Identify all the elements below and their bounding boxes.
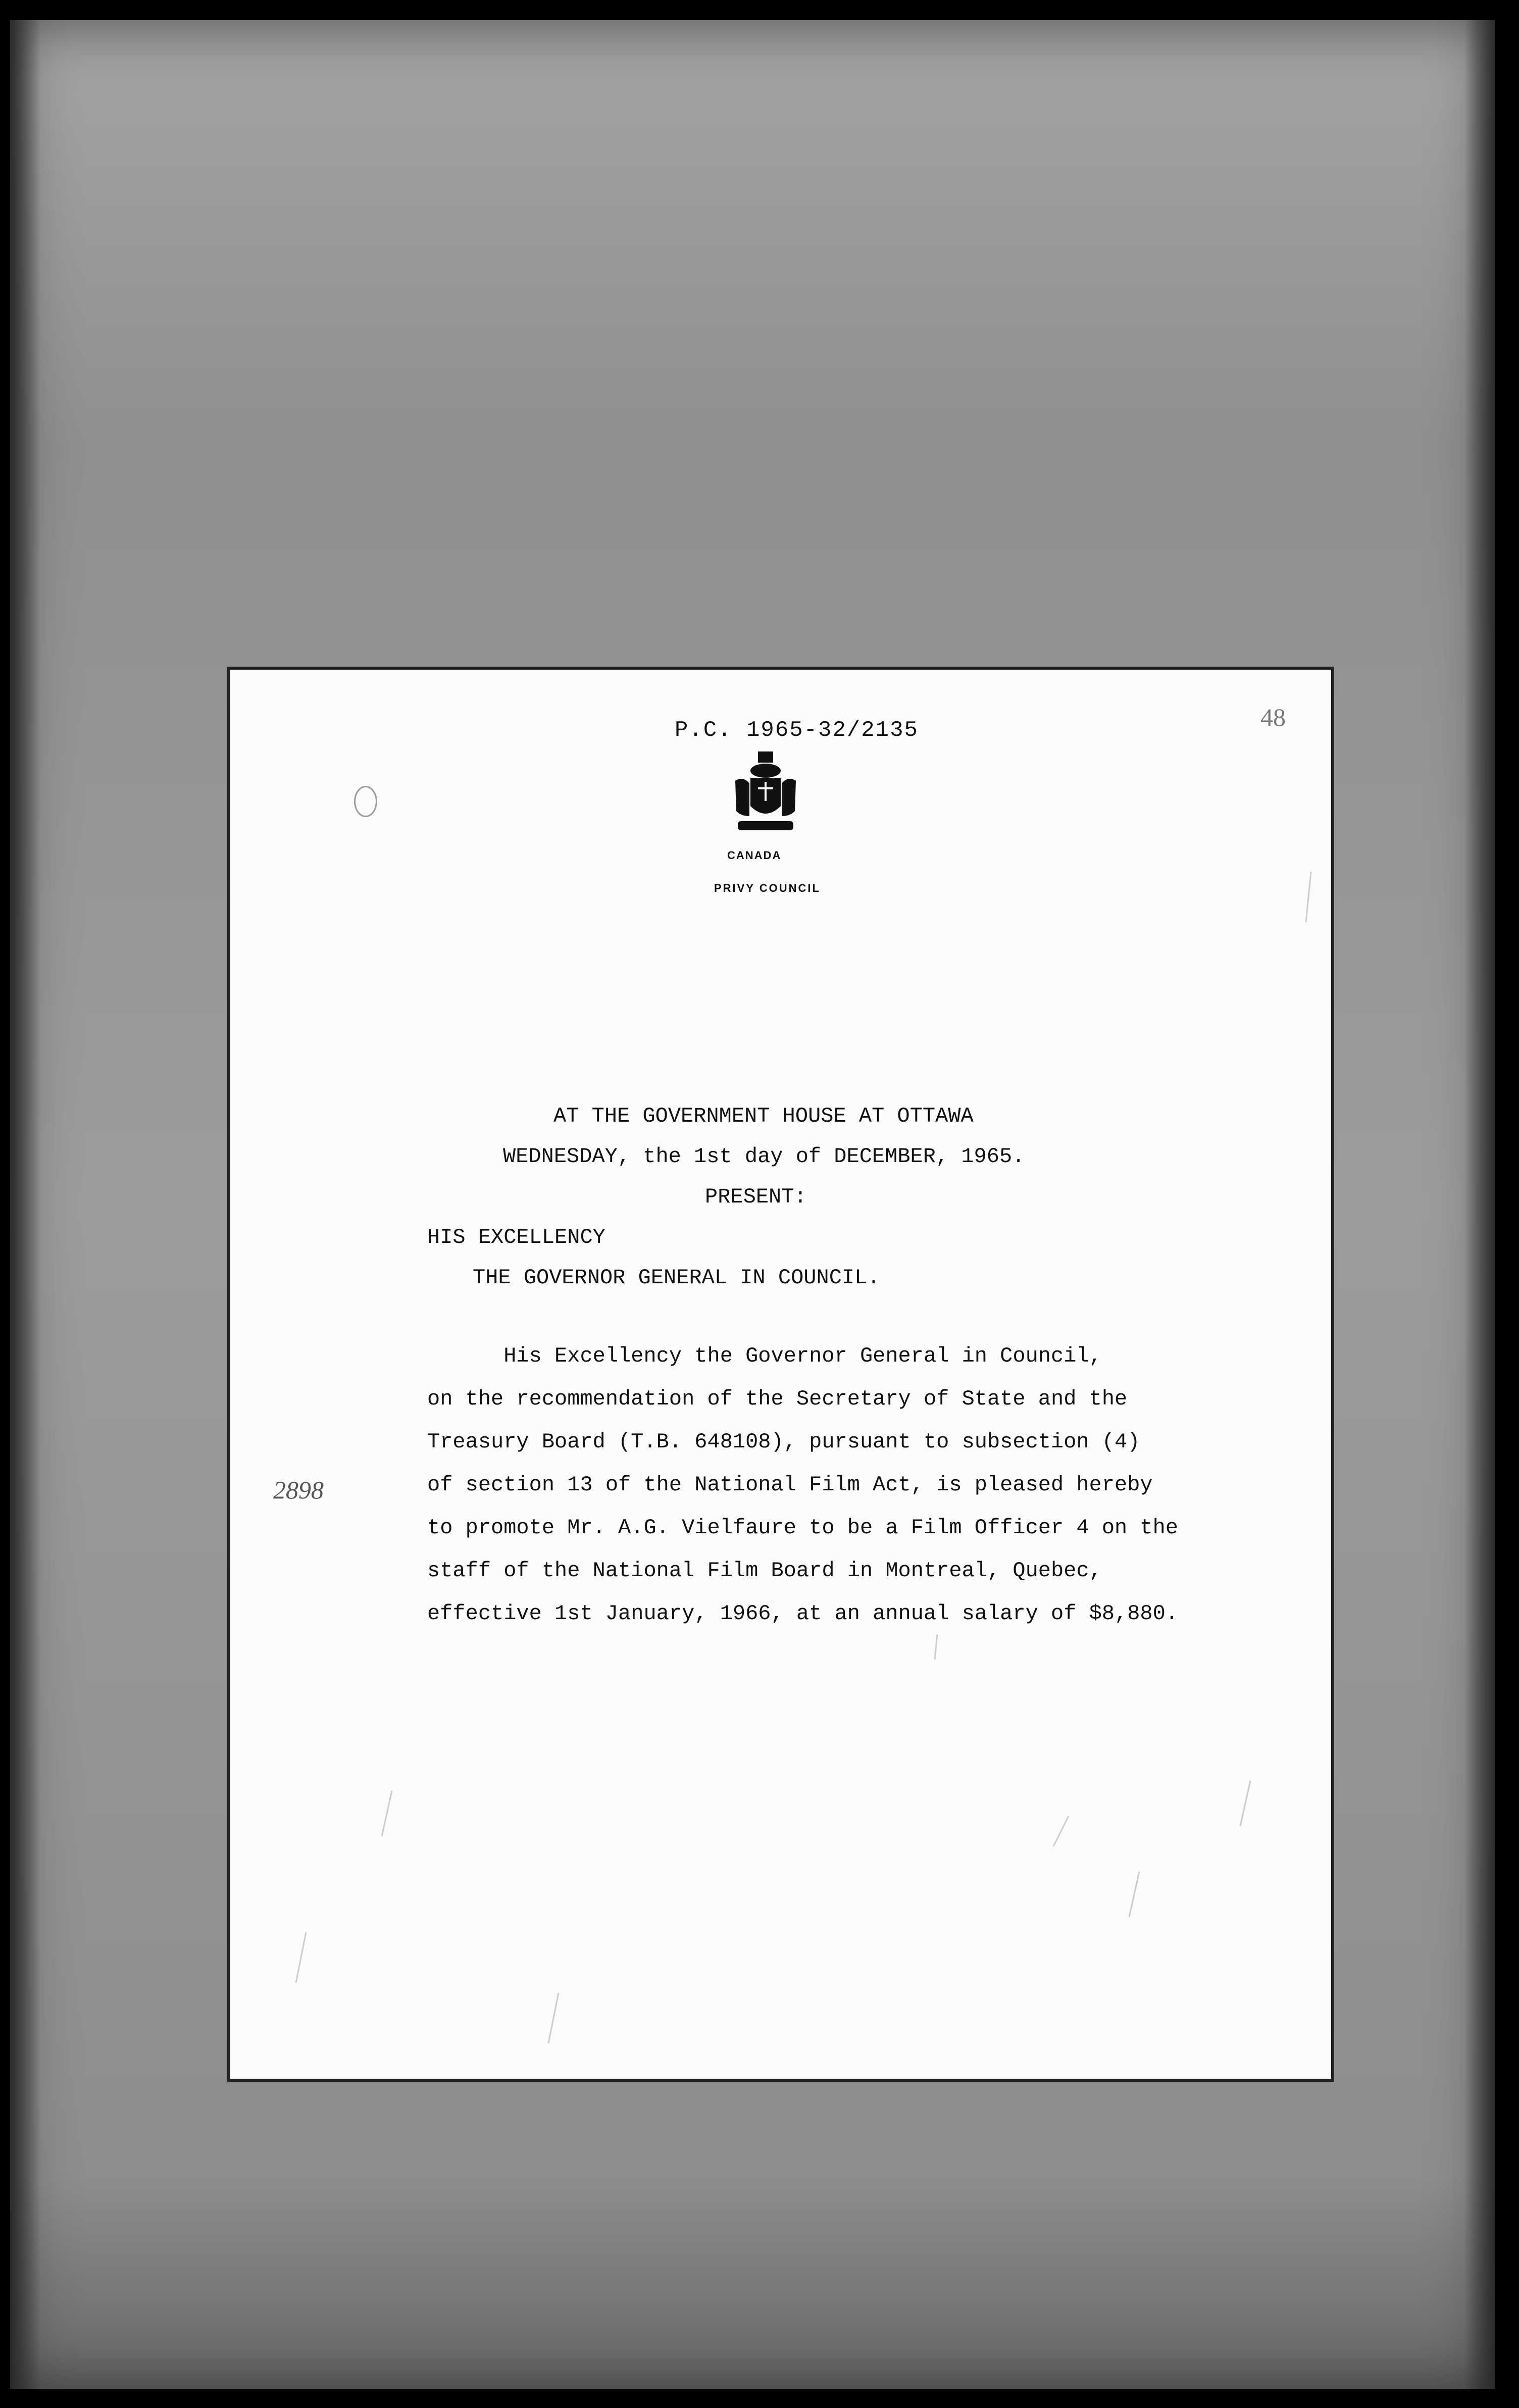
pc-number: P.C. 1965-32/2135 [675, 718, 919, 743]
handwritten-margin-note: 2898 [273, 1476, 324, 1504]
heading-present: PRESENT: [705, 1185, 807, 1209]
body-line: to promote Mr. A.G. Vielfaure to be a Film Officer 4 on the [427, 1516, 1179, 1540]
body-line: His Excellency the Governor General in Council, [427, 1344, 1102, 1368]
page-number: 48 [1260, 703, 1286, 731]
film-left-edge [10, 20, 40, 2389]
film-bottom-shading [10, 2177, 1495, 2389]
heading-date: WEDNESDAY, the 1st day of DECEMBER, 1965. [503, 1144, 1025, 1169]
crest-country-label: CANADA [727, 849, 782, 862]
body-line: of section 13 of the National Film Act, is pleased hereby [427, 1473, 1153, 1497]
body-line: Treasury Board (T.B. 648108), pursuant to subsection (4) [427, 1430, 1140, 1454]
punch-hole-mark [354, 786, 377, 817]
film-right-edge [1464, 20, 1495, 2389]
heading-place: AT THE GOVERNMENT HOUSE AT OTTAWA [553, 1104, 974, 1128]
body-line: on the recommendation of the Secretary of State and the [427, 1387, 1128, 1411]
heading-council: THE GOVERNOR GENERAL IN COUNCIL. [473, 1266, 880, 1290]
crest-council-label: PRIVY COUNCIL [714, 882, 821, 894]
body-line: effective 1st January, 1966, at an annual salary of $8,880. [427, 1601, 1179, 1626]
body-line: staff of the National Film Board in Montreal, Quebec, [427, 1559, 1102, 1583]
canada-coat-of-arms-icon [730, 750, 801, 836]
order-in-council-document [227, 667, 1334, 2082]
paper-scratch-marks [230, 670, 1331, 2079]
heading-excellency: HIS EXCELLENCY [427, 1225, 605, 1249]
